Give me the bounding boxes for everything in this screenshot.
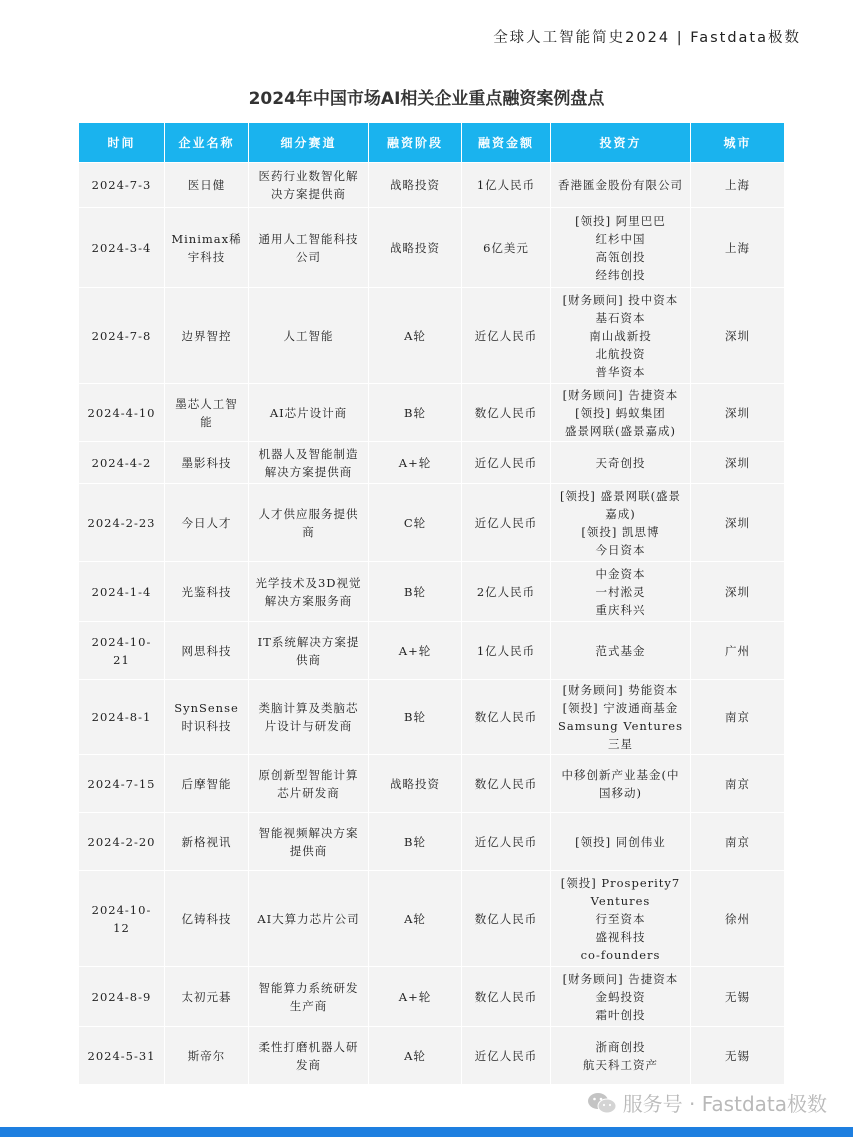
table-row — [79, 1027, 785, 1085]
date-cell: 2024-8-9 — [79, 967, 165, 1027]
stage-cell: B轮 — [369, 813, 462, 871]
watermark — [587, 1088, 827, 1117]
track-cell: 类脑计算及类脑芯片设计与研发商 — [249, 680, 369, 755]
amount-cell: 近亿人民币 — [462, 1027, 551, 1085]
table-row — [79, 871, 785, 967]
amount-cell: 2亿人民币 — [462, 562, 551, 622]
column-header: 企业名称 — [165, 123, 249, 163]
date-cell: 2024-4-2 — [79, 442, 165, 484]
stage-cell: 战略投资 — [369, 755, 462, 813]
amount-cell: 近亿人民币 — [462, 813, 551, 871]
investor-line: [领投] 盛景网联(盛景嘉成) — [559, 488, 682, 521]
watermark-text: 服务号 · Fastdata极数 — [622, 1092, 827, 1116]
stage-cell: A轮 — [369, 871, 462, 967]
investors-cell — [551, 755, 691, 813]
company-cell: 医日健 — [165, 163, 249, 208]
amount-cell: 数亿人民币 — [462, 680, 551, 755]
investors-cell — [551, 680, 691, 755]
table-row — [79, 208, 785, 288]
investor-line: 红杉中国 — [595, 231, 646, 246]
investor-line: 基石资本 — [595, 310, 646, 325]
investor-line: [领投] 蚂蚁集团 — [575, 405, 666, 420]
investor-line: 普华资本 — [595, 364, 646, 379]
stage-cell: B轮 — [369, 680, 462, 755]
investors-cell — [551, 622, 691, 680]
company-cell: 墨芯人工智能 — [165, 384, 249, 442]
investor-line: 金蚂投资 — [595, 989, 646, 1004]
table-row — [79, 288, 785, 384]
investor-line: 一村淞灵 — [595, 584, 646, 599]
company-cell: SynSense时识科技 — [165, 680, 249, 755]
city-cell: 深圳 — [691, 288, 785, 384]
city-cell: 深圳 — [691, 562, 785, 622]
investors-cell — [551, 484, 691, 562]
investors-cell — [551, 163, 691, 208]
date-cell: 2024-2-23 — [79, 484, 165, 562]
investors-cell — [551, 384, 691, 442]
column-header: 融资阶段 — [369, 123, 462, 163]
investor-line: [财务顾问] 势能资本 — [562, 683, 679, 697]
amount-cell: 近亿人民币 — [462, 288, 551, 384]
page-title: 2024年中国市场AI相关企业重点融资案例盘点 — [248, 89, 605, 109]
city-cell: 南京 — [691, 813, 785, 871]
table-row — [79, 680, 785, 755]
stage-cell: 战略投资 — [369, 163, 462, 208]
company-cell: 斯帝尔 — [165, 1027, 249, 1085]
company-cell: 边界智控 — [165, 288, 249, 384]
city-cell: 深圳 — [691, 442, 785, 484]
investor-line: [领投] 凯思博 — [581, 524, 660, 539]
stage-cell: A+轮 — [369, 442, 462, 484]
investor-line: Samsung Ventures三星 — [557, 719, 684, 751]
amount-cell: 近亿人民币 — [462, 442, 551, 484]
investor-line: 重庆科兴 — [595, 602, 646, 617]
column-header: 细分赛道 — [249, 123, 369, 163]
date-cell: 2024-10-21 — [79, 622, 165, 680]
track-cell: 光学技术及3D视觉解决方案服务商 — [249, 562, 369, 622]
city-cell: 深圳 — [691, 484, 785, 562]
company-cell: Minimax稀宇科技 — [165, 208, 249, 288]
stage-cell: 战略投资 — [369, 208, 462, 288]
bottom-bar — [0, 1127, 853, 1137]
investor-line: 霜叶创投 — [595, 1007, 646, 1022]
stage-cell: B轮 — [369, 384, 462, 442]
date-cell: 2024-4-10 — [79, 384, 165, 442]
table-header-row — [79, 123, 785, 163]
investor-line: 航天科工资产 — [583, 1057, 658, 1072]
investor-line: 浙商创投 — [595, 1039, 646, 1054]
investor-line: 天奇创投 — [595, 455, 646, 470]
table-row — [79, 622, 785, 680]
investor-line: 盛视科技 — [595, 929, 646, 944]
company-cell: 新格视讯 — [165, 813, 249, 871]
stage-cell: B轮 — [369, 562, 462, 622]
investors-cell — [551, 288, 691, 384]
date-cell: 2024-10-12 — [79, 871, 165, 967]
investor-line: 今日资本 — [595, 542, 646, 557]
table-row — [79, 384, 785, 442]
table-row — [79, 442, 785, 484]
investor-line: 中移创新产业基金(中国移动) — [561, 767, 680, 800]
investor-line: 南山战新投 — [589, 328, 652, 343]
track-cell: 原创新型智能计算芯片研发商 — [249, 755, 369, 813]
track-cell: 智能视频解决方案提供商 — [249, 813, 369, 871]
investor-line: [财务顾问] 告捷资本 — [562, 387, 679, 402]
column-header: 融资金额 — [462, 123, 551, 163]
stage-cell: C轮 — [369, 484, 462, 562]
track-cell: 医药行业数智化解决方案提供商 — [249, 163, 369, 208]
date-cell: 2024-7-3 — [79, 163, 165, 208]
page-header: 全球人工智能简史2024 | Fastdata极数 — [493, 30, 801, 46]
date-cell: 2024-1-4 — [79, 562, 165, 622]
company-cell: 墨影科技 — [165, 442, 249, 484]
amount-cell: 数亿人民币 — [462, 871, 551, 967]
investor-line: 盛景网联(盛景嘉成) — [565, 423, 676, 438]
table-row — [79, 813, 785, 871]
city-cell: 南京 — [691, 755, 785, 813]
investor-line: [财务顾问] 投中资本 — [562, 292, 679, 307]
investor-line: 经纬创投 — [595, 267, 646, 282]
financing-table — [78, 122, 785, 1085]
investor-line: [领投] 宁波通商基金 — [562, 701, 679, 715]
city-cell: 南京 — [691, 680, 785, 755]
investor-line: 北航投资 — [595, 346, 646, 361]
date-cell: 2024-8-1 — [79, 680, 165, 755]
table-row — [79, 163, 785, 208]
investor-line: [领投] Prosperity7 Ventures — [560, 875, 681, 908]
company-cell: 太初元碁 — [165, 967, 249, 1027]
company-cell: 今日人才 — [165, 484, 249, 562]
investors-cell — [551, 871, 691, 967]
amount-cell: 近亿人民币 — [462, 484, 551, 562]
amount-cell: 1亿人民币 — [462, 163, 551, 208]
track-cell: IT系统解决方案提供商 — [249, 622, 369, 680]
investors-cell — [551, 442, 691, 484]
track-cell: 机器人及智能制造解决方案提供商 — [249, 442, 369, 484]
investor-line: 香港匯金股份有限公司 — [558, 178, 683, 192]
company-cell: 网思科技 — [165, 622, 249, 680]
column-header: 时间 — [79, 123, 165, 163]
amount-cell: 6亿美元 — [462, 208, 551, 288]
investor-line: [领投] 同创伟业 — [575, 834, 666, 849]
amount-cell: 1亿人民币 — [462, 622, 551, 680]
city-cell: 无锡 — [691, 1027, 785, 1085]
city-cell: 深圳 — [691, 384, 785, 442]
date-cell: 2024-7-15 — [79, 755, 165, 813]
company-cell: 亿铸科技 — [165, 871, 249, 967]
investor-line: 中金资本 — [595, 566, 646, 581]
investors-cell — [551, 208, 691, 288]
table-body — [79, 163, 785, 1085]
amount-cell: 数亿人民币 — [462, 384, 551, 442]
investor-line: [财务顾问] 告捷资本 — [562, 971, 679, 986]
investors-cell — [551, 967, 691, 1027]
date-cell: 2024-5-31 — [79, 1027, 165, 1085]
investor-line: 范式基金 — [595, 643, 646, 658]
track-cell: AI芯片设计商 — [249, 384, 369, 442]
table-row — [79, 484, 785, 562]
investor-line: 行至资本 — [595, 911, 646, 926]
track-cell: 人工智能 — [249, 288, 369, 384]
date-cell: 2024-3-4 — [79, 208, 165, 288]
track-cell: AI大算力芯片公司 — [249, 871, 369, 967]
stage-cell: A轮 — [369, 288, 462, 384]
amount-cell: 数亿人民币 — [462, 967, 551, 1027]
company-cell: 后摩智能 — [165, 755, 249, 813]
table-row — [79, 755, 785, 813]
city-cell: 广州 — [691, 622, 785, 680]
investor-line: co-founders — [580, 947, 661, 962]
column-header: 城市 — [691, 123, 785, 163]
track-cell: 通用人工智能科技公司 — [249, 208, 369, 288]
city-cell: 无锡 — [691, 967, 785, 1027]
amount-cell: 数亿人民币 — [462, 755, 551, 813]
investors-cell — [551, 1027, 691, 1085]
stage-cell: A+轮 — [369, 622, 462, 680]
investor-line: [领投] 阿里巴巴 — [575, 213, 666, 228]
stage-cell: A+轮 — [369, 967, 462, 1027]
track-cell: 智能算力系统研发生产商 — [249, 967, 369, 1027]
table-row — [79, 967, 785, 1027]
track-cell: 人才供应服务提供商 — [249, 484, 369, 562]
investors-cell — [551, 562, 691, 622]
table-row — [79, 562, 785, 622]
city-cell: 上海 — [691, 163, 785, 208]
date-cell: 2024-2-20 — [79, 813, 165, 871]
column-header: 投资方 — [551, 123, 691, 163]
track-cell: 柔性打磨机器人研发商 — [249, 1027, 369, 1085]
stage-cell: A轮 — [369, 1027, 462, 1085]
city-cell: 上海 — [691, 208, 785, 288]
investor-line: 高瓴创投 — [595, 249, 646, 264]
city-cell: 徐州 — [691, 871, 785, 967]
company-cell: 光鉴科技 — [165, 562, 249, 622]
investors-cell — [551, 813, 691, 871]
wechat-icon — [587, 1091, 617, 1115]
date-cell: 2024-7-8 — [79, 288, 165, 384]
